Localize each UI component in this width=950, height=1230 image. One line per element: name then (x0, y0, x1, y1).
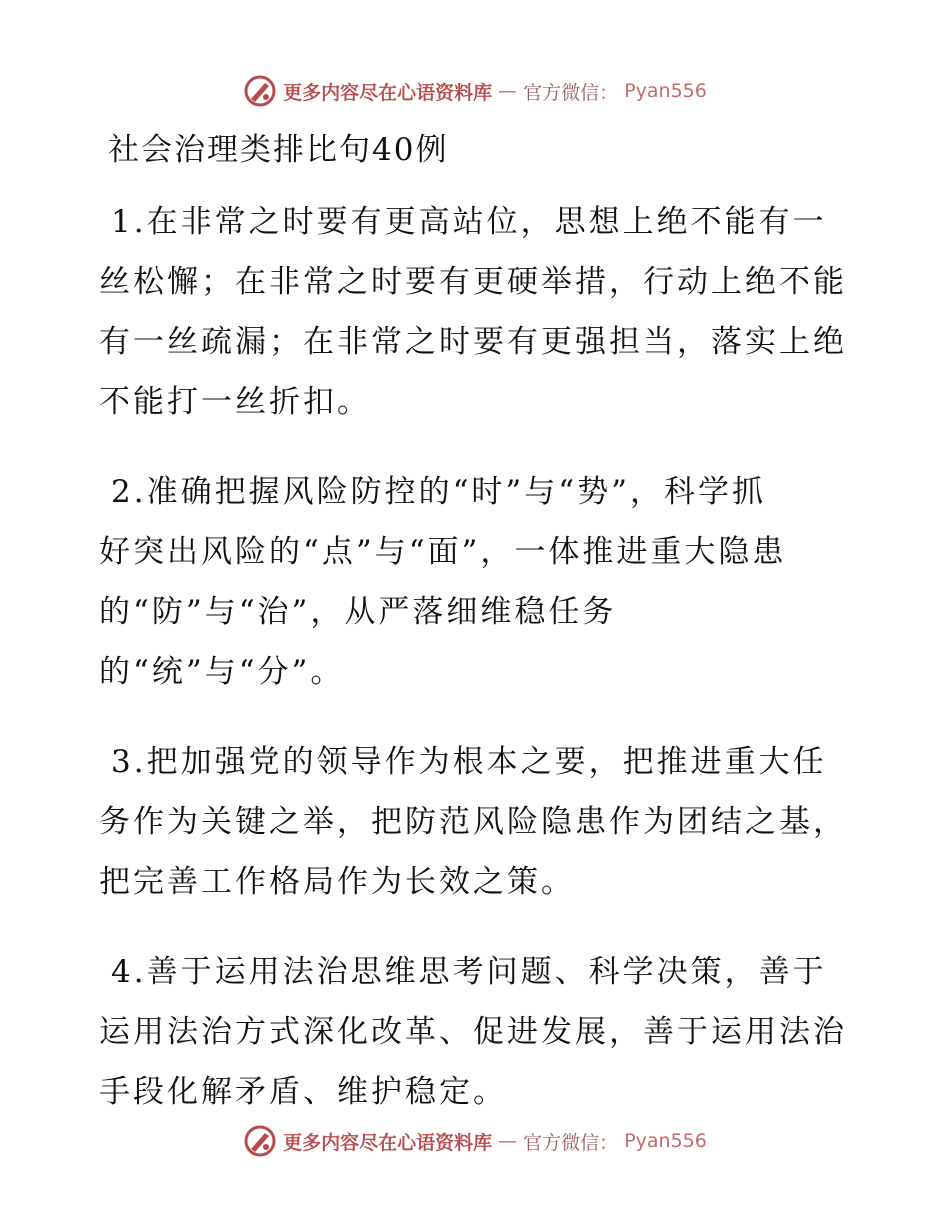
paragraph-line: 2.准确把握风险防控的“时”与“势”，科学抓 (111, 474, 766, 510)
header-watermark (0, 74, 950, 108)
watermark-wechat-label: 官方微信： (523, 1131, 619, 1154)
watermark-dash: — (498, 1130, 518, 1152)
watermark-dash: — (498, 80, 518, 102)
paragraph-4 (99, 942, 851, 1122)
paragraph-2 (99, 462, 851, 702)
paragraph-line: 不能打一丝折扣。 (99, 384, 371, 420)
watermark-brand: 更多内容尽在心语资料库 (283, 1131, 493, 1154)
watermark-wechat-id: Pyan556 (624, 1130, 707, 1152)
paragraph-line: 3.把加强党的领导作为根本之要，把推进重大任 (111, 744, 827, 780)
paragraph-line: 4.善于运用法治思维思考问题、科学决策，善于 (111, 954, 827, 990)
paragraph-1 (99, 192, 851, 432)
pen-logo-icon (243, 74, 277, 108)
paragraph-3 (99, 732, 851, 912)
paragraph-line: 运用法治方式深化改革、促进发展，善于运用法治 (99, 1014, 847, 1050)
paragraph-line: 有一丝疏漏；在非常之时要有更强担当，落实上绝 (99, 324, 847, 360)
watermark-wechat-id: Pyan556 (624, 80, 707, 102)
document-body (99, 192, 851, 1152)
watermark-wechat-label: 官方微信： (523, 81, 619, 104)
paragraph-line: 务作为关键之举，把防范风险隐患作为团结之基， (99, 804, 847, 840)
paragraph-line: 好突出风险的“点”与“面”，一体推进重大隐患 (99, 534, 787, 570)
paragraph-line: 的“统”与“分”。 (99, 654, 345, 690)
watermark-brand: 更多内容尽在心语资料库 (283, 81, 493, 104)
paragraph-line: 丝松懈；在非常之时要有更硬举措，行动上绝不能 (99, 264, 847, 300)
document-title: 社会治理类排比句40例 (108, 132, 449, 168)
footer-watermark (0, 1124, 950, 1158)
paragraph-line: 手段化解矛盾、维护稳定。 (99, 1074, 507, 1110)
pen-logo-icon (243, 1124, 277, 1158)
paragraph-line: 把完善工作格局作为长效之策。 (99, 864, 575, 900)
paragraph-line: 1.在非常之时要有更高站位，思想上绝不能有一 (111, 204, 827, 240)
paragraph-line: 的“防”与“治”，从严落细维稳任务 (99, 594, 617, 630)
